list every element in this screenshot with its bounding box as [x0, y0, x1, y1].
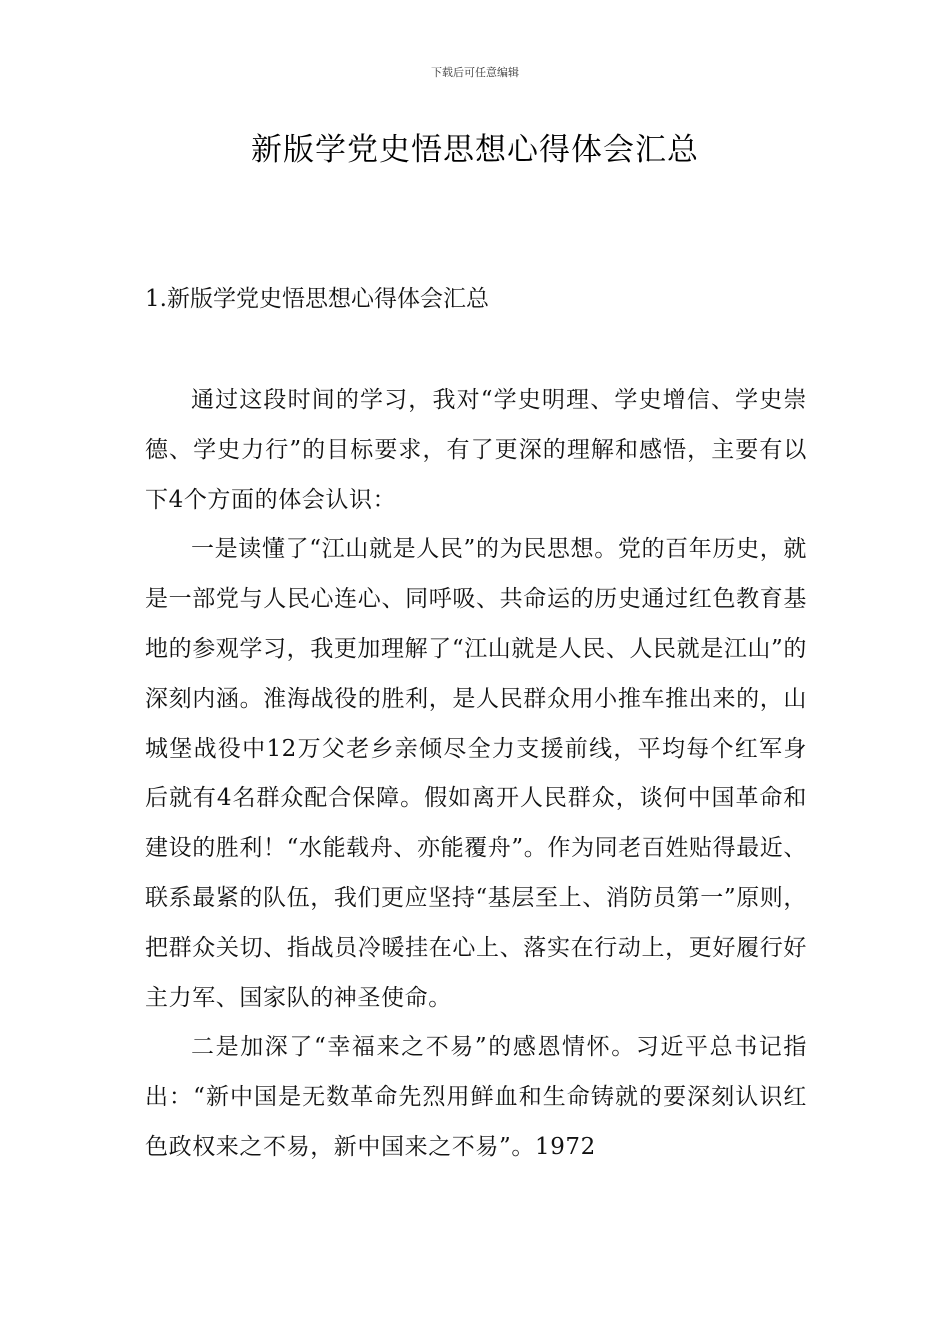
paragraph-intro: 通过这段时间的学习，我对“学史明理、学史增信、学史崇德、学史力行”的目标要求，有了更深的理解和感悟，主要有以下4个方面的体会认识：	[145, 387, 807, 513]
paragraph-point-one: 一是读懂了“江山就是人民”的为民思想。党的百年历史，就是一部党与人民心连心、同呼吸、共命运的历史通过红色教育基地的参观学习，我更加理解了“江山就是人民、人民就是江山”的深刻内涵。淮海战役的胜利，是人民群众用小推车推出来的，山城堡战役中12万父老乡亲倾尽全力支援前线，平均每个红军身后就有4名群众配合保障。假如离开人民群众，谈何中国革命和建设的胜利！“水能载舟、亦能覆舟”。作为同老百姓贴得最近、联系最紧的队伍，我们更应坚持“基层至上、消防员第一”原则，把群众关切、指战员冷暖挂在心上、落实在行动上，更好履行好主力军、国家队的神圣使命。	[145, 536, 807, 1011]
section-heading: 1.新版学党史悟思想心得体会汇总	[145, 286, 489, 312]
header-note: 下载后可任意编辑	[431, 66, 519, 79]
document-body	[145, 376, 807, 1173]
paragraph-point-two: 二是加深了“幸福来之不易”的感恩情怀。习近平总书记指出：“新中国是无数革命先烈用鲜血和生命铸就的要深刻认识红色政权来之不易，新中国来之不易”。1972	[145, 1034, 807, 1160]
document-title: 新版学党史悟思想心得体会汇总	[251, 132, 699, 168]
